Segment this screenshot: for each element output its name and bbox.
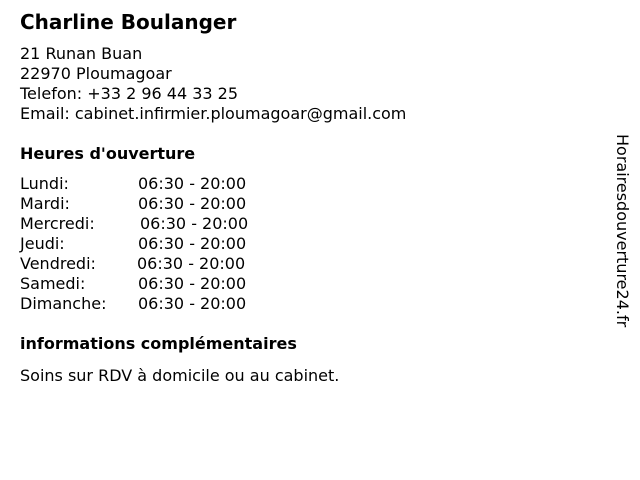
time-range: 06:30 - 20:00 — [138, 274, 247, 293]
time-range: 06:30 - 20:00 — [138, 294, 247, 313]
hours-table — [20, 174, 320, 314]
time-range: 06:30 - 20:00 — [138, 194, 247, 213]
address-block — [20, 44, 406, 124]
phone-number: Telefon: +33 2 96 44 33 25 — [20, 84, 239, 103]
hours-row-jeudi — [20, 234, 320, 254]
email-address: Email: cabinet.infirmier.ploumagoar@gmail.com — [20, 104, 407, 123]
city-postal: 22970 Ploumagoar — [20, 64, 172, 83]
day-label: Lundi: — [20, 174, 69, 193]
business-name: Charline Boulanger — [20, 10, 237, 34]
time-range: 06:30 - 20:00 — [137, 254, 246, 273]
time-range: 06:30 - 20:00 — [140, 214, 249, 233]
hours-row-mardi — [20, 194, 320, 214]
hours-row-samedi — [20, 274, 320, 294]
day-label: Jeudi: — [20, 234, 65, 253]
day-label: Vendredi: — [20, 254, 96, 273]
day-label: Mardi: — [20, 194, 70, 213]
hours-row-dimanche — [20, 294, 320, 314]
day-label: Mercredi: — [20, 214, 95, 233]
site-watermark: Horairesdouverture24.fr — [613, 134, 632, 328]
day-label: Dimanche: — [20, 294, 107, 313]
hours-row-vendredi — [20, 254, 320, 274]
info-text: Soins sur RDV à domicile ou au cabinet. — [20, 366, 340, 385]
info-heading: informations complémentaires — [20, 334, 297, 353]
hours-row-lundi — [20, 174, 320, 194]
hours-heading: Heures d'ouverture — [20, 144, 196, 163]
time-range: 06:30 - 20:00 — [138, 234, 247, 253]
time-range: 06:30 - 20:00 — [138, 174, 247, 193]
day-label: Samedi: — [20, 274, 86, 293]
street-address: 21 Runan Buan — [20, 44, 143, 63]
hours-row-mercredi — [20, 214, 320, 234]
